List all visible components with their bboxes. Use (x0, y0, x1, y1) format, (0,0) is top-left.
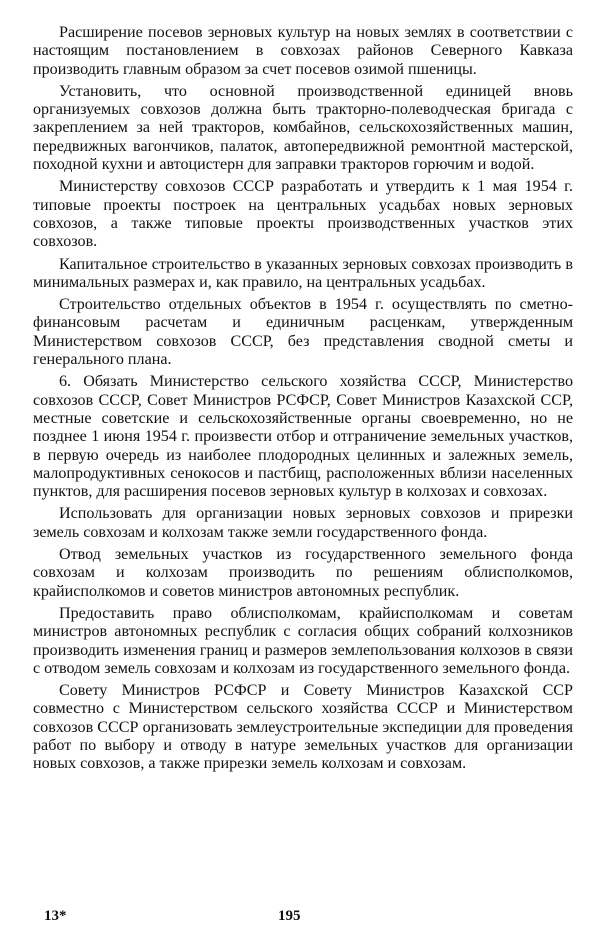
paragraph: Совету Министров РСФСР и Совету Министров Казахской ССР совместно с Министерством сельского хозяйства СССР и Министерством совхозов СССР организовать землеустроительные экспедиции для проведения работ по выбору и отводу в натуре земельных участков для организации новых совхозов, а также прирезки земель колхозам и совхозам. (33, 682, 573, 773)
paragraph: Отвод земельных участков из государственного земельного фонда совхозам и колхозам производить по решениям облисполкомов, крайисполкомов и советов министров автономных республик. (33, 546, 573, 600)
paragraph: 6. Обязать Министерство сельского хозяйства СССР, Министерство совхозов СССР, Совет Министров РСФСР, Совет Министров Казахской ССР, местные советские и сельскохозяйственные органы своевременно, но не позднее 1 июня 1954 г. произвести отбор и отграничение земельных участков, в первую очередь из наиболее плодородных целинных и залежных земель, малопродуктивных сенокосов и пастбищ, расположенных вблизи населенных пунктов, для расширения посевов зерновых культур в колхозах и совхозах. (33, 373, 573, 501)
paragraph: Установить, что основной производственной единицей вновь организуемых совхозов должна быть тракторно-полеводческая бригада с закреплением за ней тракторов, комбайнов, сельскохозяйственных машин, передвижных вагончиков, палаток, автопередвижной ремонтной мастерской, походной кухни и автоцистерн для заправки тракторов горючим и водой. (33, 82, 573, 174)
paragraph: Строительство отдельных объектов в 1954 г. осуществлять по сметно-финансовым расчетам и единичным расценкам, утвержденным Министерством совхозов СССР, без представления сводной сметы и генерального плана. (33, 296, 573, 369)
paragraph: Предоставить право облисполкомам, крайисполкомам и советам министров автономных республик с согласия общих собраний колхозников производить изменения границ и размеров землепользования колхозов в связи с отводом земель совхозам и колхозам из государственного земельного фонда. (33, 604, 573, 677)
paragraph: Капитальное строительство в указанных зерновых совхозах производить в минимальных размерах и, как правило, на центральных усадьбах. (33, 255, 573, 291)
paragraph: Расширение посевов зерновых культур на новых землях в соответствии с настоящим постановлением в совхозах районов Северного Кавказа производить главным образом за счет посевов озимой пшеницы. (33, 24, 573, 78)
page-number: 195 (278, 908, 301, 924)
paragraph: Использовать для организации новых зерновых совхозов и прирезки земель совхозам и колхозам также земли государственного фонда. (33, 505, 573, 541)
signature-mark: 13* (44, 908, 67, 924)
paragraph: Министерству совхозов СССР разработать и утвердить к 1 мая 1954 г. типовые проекты построек на центральных усадьбах новых зерновых совхозов, а также типовые проекты производственных участков этих совхозов. (33, 178, 573, 251)
body-text (33, 24, 573, 778)
